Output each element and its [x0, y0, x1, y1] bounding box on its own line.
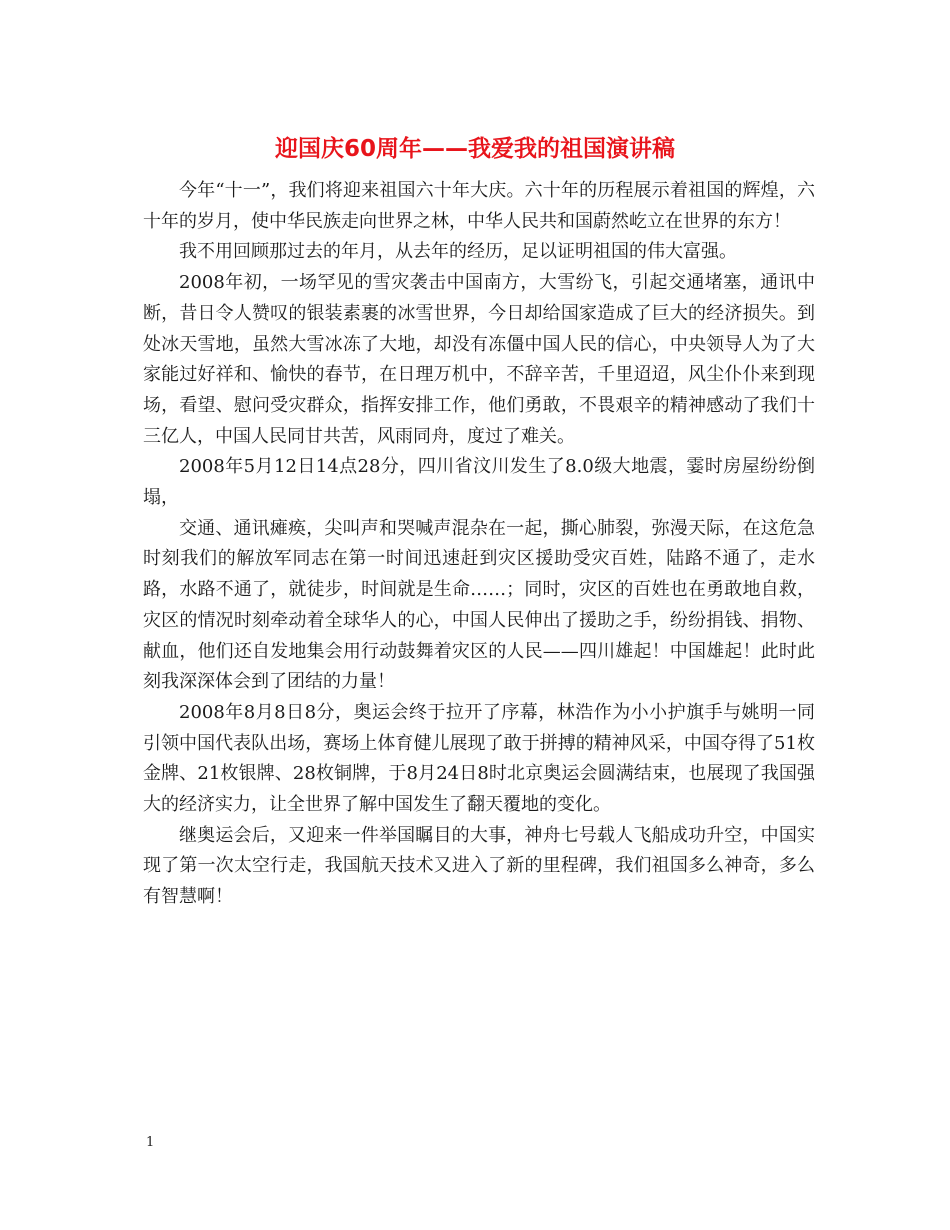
document-body — [143, 176, 815, 913]
paragraph-2: 我不用回顾那过去的年月，从去年的经历，足以证明祖国的伟大富强。 — [179, 241, 737, 263]
paragraph-1: 今年“十一”，我们将迎来祖国六十年大庆。六十年的历程展示着祖国的辉煌，六十年的岁月，使中华民族走向世界之林，中华人民共和国蔚然屹立在世界的东方！ — [143, 180, 815, 232]
paragraph-6: 2008年8月8日8分，奥运会终于拉开了序幕，林浩作为小小护旗手与姚明一同引领中国代表队出场，赛场上体育健儿展现了敢于拼搏的精神风采，中国夺得了51枚金牌、21枚银牌、28枚铜牌，于8月24日8时北京奥运会圆满结束，也展现了我国强大的经济实力，让全世界了解中国发生了翻天覆地的变化。 — [143, 701, 815, 816]
paragraph-7: 继奥运会后，又迎来一件举国瞩目的大事，神舟七号载人飞船成功升空，中国实现了第一次太空行走，我国航天技术又进入了新的里程碑，我们祖国多么神奇，多么有智慧啊！ — [143, 824, 815, 908]
document-title: 迎国庆60周年——我爱我的祖国演讲稿 — [274, 136, 675, 162]
paragraph-4: 2008年5月12日14点28分，四川省汶川发生了8.0级大地震，霎时房屋纷纷倒塌， — [143, 456, 815, 509]
paragraph-5: 交通、通讯瘫痪，尖叫声和哭喊声混杂在一起，撕心肺裂，弥漫天际，在这危急时刻我们的解放军同志在第一时间迅速赶到灾区援助受灾百姓，陆路不通了，走水路，水路不通了，就徒步，时间就是生命……；同时，灾区的百姓也在勇敢地自救，灾区的情况时刻牵动着全球华人的心，中国人民伸出了援助之手，纷纷捐钱、捐物、献血，他们还自发地集会用行动鼓舞着灾区的人民——四川雄起！中国雄起！此时此刻我深深体会到了团结的力量！ — [143, 517, 815, 693]
page-number: 1 — [146, 1135, 155, 1150]
paragraph-3: 2008年初，一场罕见的雪灾袭击中国南方，大雪纷飞，引起交通堵塞，通讯中断，昔日令人赞叹的银装素裹的冰雪世界，今日却给国家造成了巨大的经济损失。到处冰天雪地，虽然大雪冰冻了大地，却没有冻僵中国人民的信心，中央领导人为了大家能过好祥和、愉快的春节，在日理万机中，不辞辛苦，千里迢迢，风尘仆仆来到现场，看望、慰问受灾群众，指挥安排工作，他们勇敢，不畏艰辛的精神感动了我们十三亿人，中国人民同甘共苦，风雨同舟，度过了难关。 — [143, 272, 815, 447]
